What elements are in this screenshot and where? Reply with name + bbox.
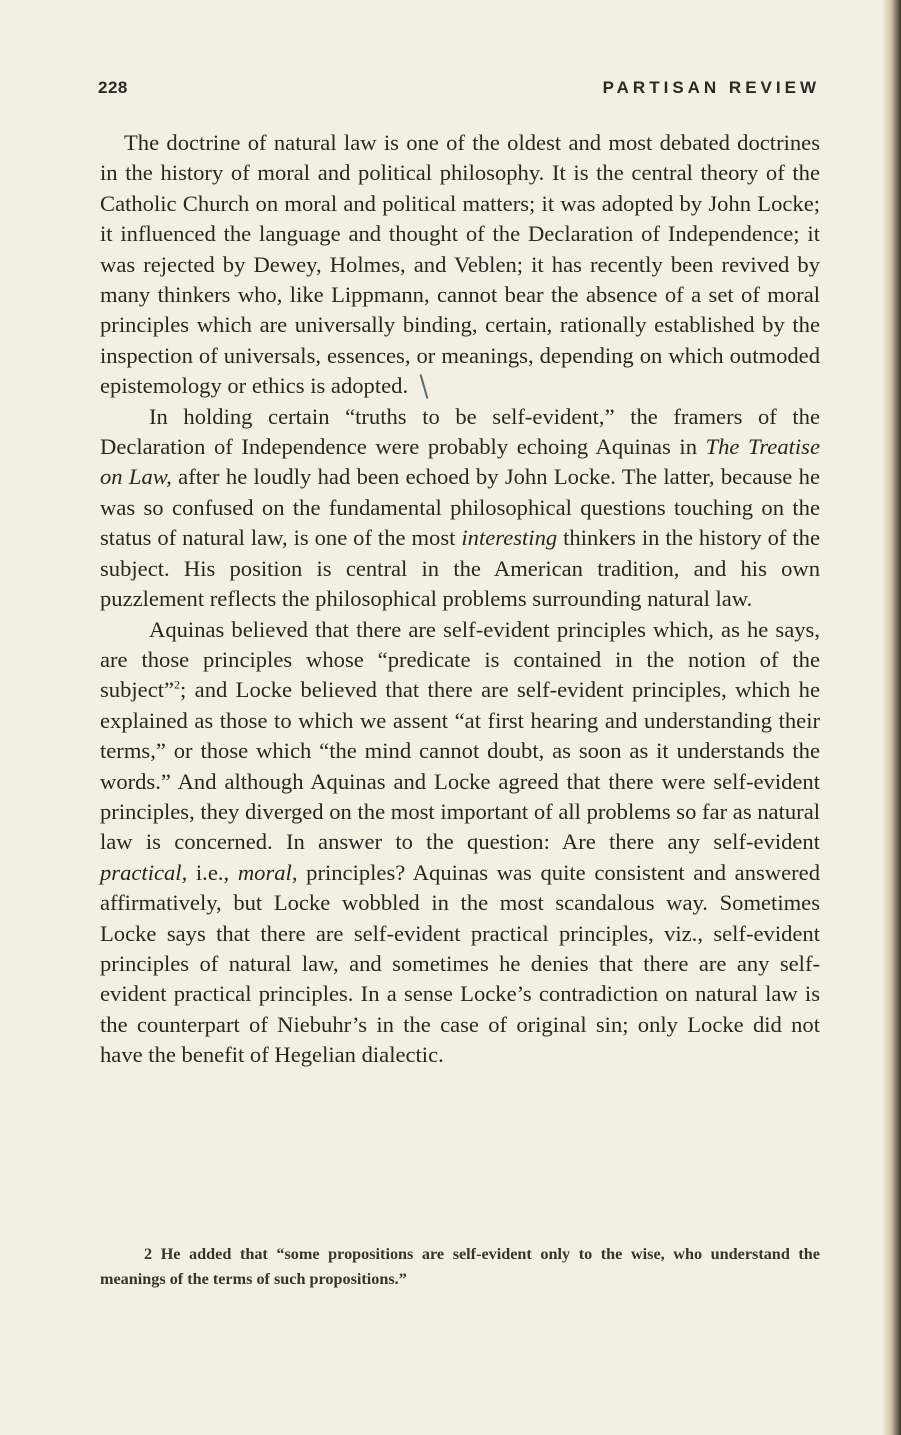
- paragraph-2-text-b: after he loudly had been echoed by John Locke. The latter, because he was so confused on the fundamental philosophical questions touching on the status of natural law, is one of the most: [100, 464, 820, 551]
- footnote: [100, 1242, 820, 1292]
- footnote-reference[interactable]: 2: [174, 677, 181, 692]
- footnote-text: 2 He added that “some propositions are self-evident only to the wise, who understand the meanings of the terms of such propositions.”: [100, 1245, 820, 1288]
- paragraph-3-text-c: i.e.,: [187, 859, 238, 885]
- emphasis-practical: practical,: [100, 859, 188, 885]
- paragraph-3-text-b: ; and Locke believed that there are self-evident principles, which he explained as those to which we assent “at first hearing and understanding their terms,” or those which “the mind cannot doubt, as soon as it understands the words.” And although Aquinas and Locke agreed that there were self-evident principles, they diverged on the most important of all problems so far as natural law is concerned. In answer to the question: Are there any self-evident: [100, 677, 820, 855]
- running-header: [98, 78, 820, 104]
- emphasis-interesting: interesting: [461, 525, 558, 551]
- page-number: 228: [98, 78, 128, 97]
- book-spine-shadow: [883, 0, 901, 1435]
- paragraph-2-text-a: In holding certain “truths to be self-evident,” the framers of the Declaration of Independence were probably echoing Aquinas in: [100, 403, 820, 460]
- paragraph-3-text-a: Aquinas believed that there are self-evident principles which, as he says, are those principles whose “predicate is contained in the notion of the subject”: [100, 616, 820, 703]
- paragraph-2: [100, 402, 820, 615]
- book-title-italic: The Treatise on Law,: [100, 434, 820, 490]
- paragraph-1: [100, 128, 820, 402]
- paragraph-3-text-d: principles? Aquinas was quite consistent and answered affirmatively, but Locke wobbled in the most scandalous way. Sometimes Locke says that there are self-evident practical principles, viz., self-evident principles of natural law, and sometimes he denies that there are any self-evident practical principles. In a sense Locke’s contradiction on natural law is the counterpart of Niebuhr’s in the case of original sin; only Locke did not have the benefit of Hegelian dialectic.: [100, 859, 820, 1068]
- paragraph-2-text-c: thinkers in the history of the subject. His position is central in the American tradition, and his own puzzlement reflects the philosophical problems surrounding natural law.: [100, 525, 820, 612]
- emphasis-moral: moral,: [237, 859, 298, 885]
- paragraph-3: [100, 615, 820, 1071]
- body-text: [100, 128, 820, 1071]
- pencil-mark-icon: [420, 374, 428, 398]
- paragraph-1-text: The doctrine of natural law is one of the oldest and most debated doctrines in the history of moral and political philosophy. It is the central theory of the Catholic Church on moral and political matters; it was adopted by John Locke; it influenced the language and thought of the Declaration of Independence; it was rejected by Dewey, Holmes, and Veblen; it has recently been revived by many thinkers who, like Lippmann, cannot bear the absence of a set of moral principles which are universally binding, certain, rationally established by the inspection of universals, essences, or meanings, depending on which outmoded epistemology or ethics is adopted.: [100, 130, 820, 399]
- journal-title: PARTISAN REVIEW: [602, 78, 820, 97]
